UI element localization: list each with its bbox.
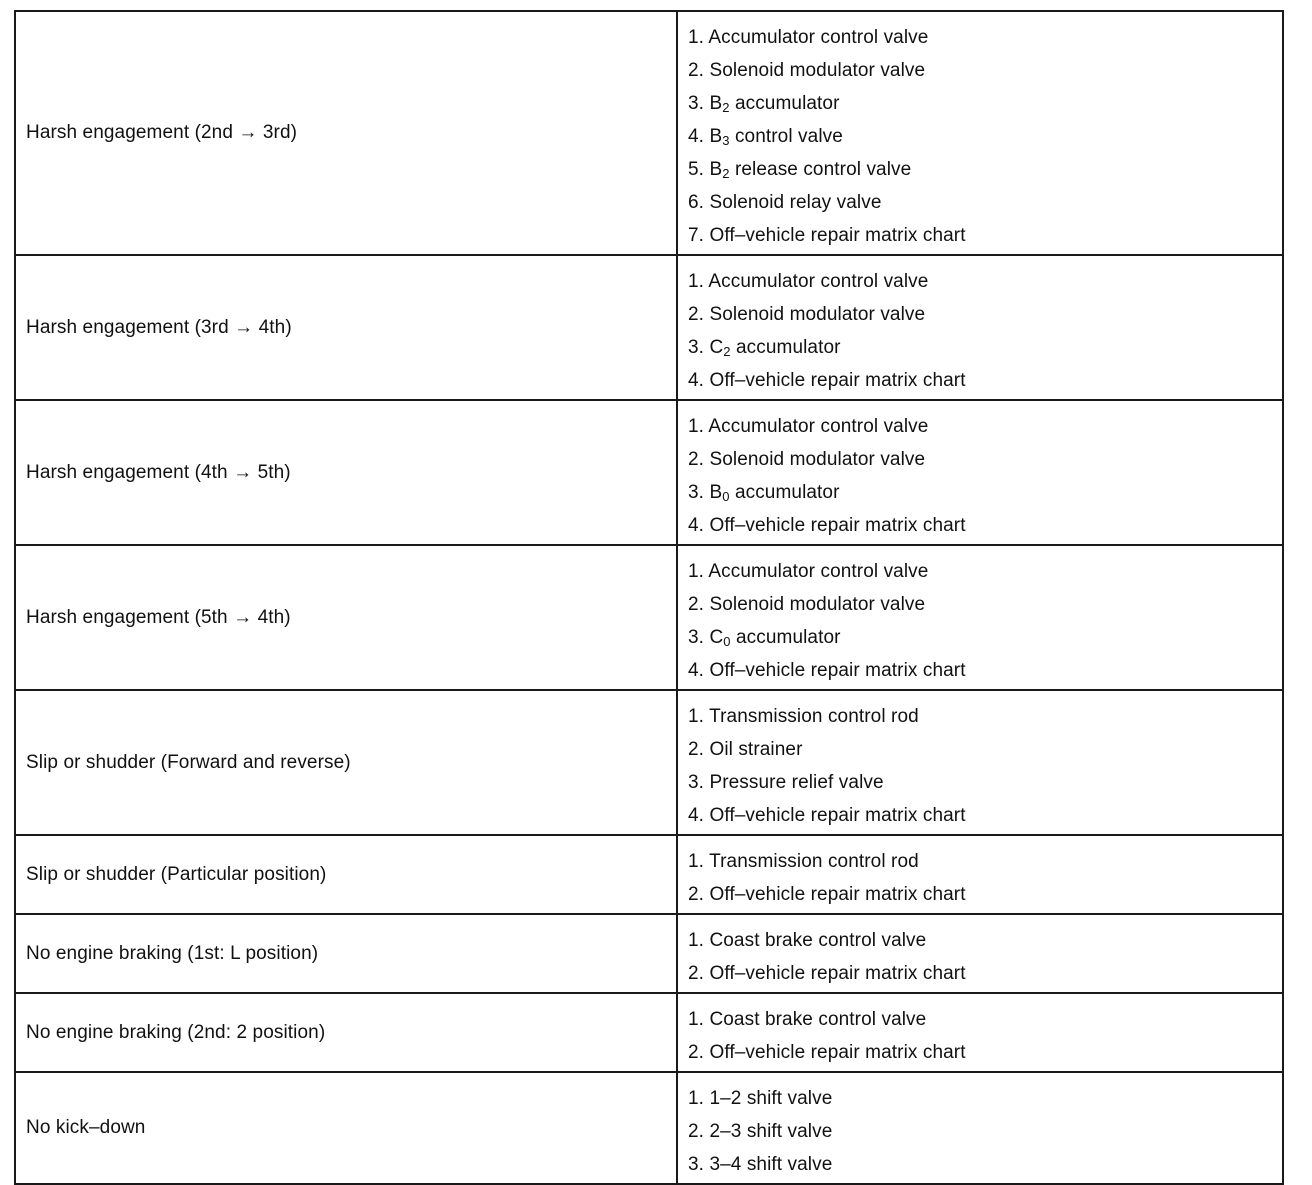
table-row (15, 914, 1283, 993)
cause-text-suffix: accumulator (730, 337, 841, 358)
cause-number: 1. (688, 27, 705, 48)
cause-text: Off–vehicle repair matrix chart (709, 370, 966, 391)
symptom-cell: Harsh engagement (4th → 5th) (15, 400, 677, 545)
cause-number: 4. (688, 370, 705, 391)
cause-item (688, 265, 1274, 298)
cause-number: 1. (688, 561, 705, 582)
cause-text: 3–4 shift valve (709, 1154, 833, 1175)
cause-item (688, 588, 1274, 621)
cause-number: 1. (688, 416, 705, 437)
cause-list (688, 845, 1274, 911)
cause-number: 3. (688, 772, 705, 793)
cause-item (688, 1148, 1274, 1181)
cause-text: 2–3 shift valve (709, 1121, 833, 1142)
table-row (15, 11, 1283, 255)
symptom-cell: Harsh engagement (2nd → 3rd) (15, 11, 677, 255)
causes-cell (677, 11, 1283, 255)
cause-text: Solenoid relay valve (709, 192, 882, 213)
table-body (15, 11, 1283, 1184)
cause-number: 2. (688, 1042, 705, 1063)
cause-number: 2. (688, 739, 705, 760)
cause-text-suffix: accumulator (729, 482, 840, 503)
cause-text: Off–vehicle repair matrix chart (709, 660, 966, 681)
cause-subscript: 2 (723, 344, 731, 359)
cause-text: Accumulator control valve (708, 561, 929, 582)
cause-item (688, 654, 1274, 687)
cause-subscript: 0 (723, 634, 731, 649)
cause-number: 2. (688, 1121, 705, 1142)
cause-number: 2. (688, 60, 705, 81)
cause-text: Off–vehicle repair matrix chart (709, 225, 966, 246)
cause-text: Off–vehicle repair matrix chart (709, 963, 966, 984)
symptom-cell: Slip or shudder (Particular position) (15, 835, 677, 914)
cause-item (688, 153, 1274, 186)
cause-item (688, 219, 1274, 252)
cause-text: 1–2 shift valve (709, 1088, 833, 1109)
cause-subscript: 0 (722, 489, 730, 504)
cause-number: 3. (688, 627, 705, 648)
cause-item (688, 186, 1274, 219)
cause-item (688, 700, 1274, 733)
cause-number: 1. (688, 706, 705, 727)
cause-text: Transmission control rod (709, 851, 919, 872)
cause-text: Pressure relief valve (709, 772, 884, 793)
cause-number: 3. (688, 482, 705, 503)
cause-item (688, 957, 1274, 990)
table-row (15, 1072, 1283, 1184)
cause-item (688, 364, 1274, 397)
cause-list (688, 1082, 1274, 1181)
troubleshooting-table (14, 10, 1284, 1185)
causes-cell (677, 545, 1283, 690)
cause-number: 1. (688, 930, 705, 951)
cause-item (688, 443, 1274, 476)
causes-cell (677, 914, 1283, 993)
cause-subscript: 3 (722, 133, 730, 148)
cause-item (688, 766, 1274, 799)
cause-text: Accumulator control valve (708, 416, 929, 437)
cause-number: 2. (688, 884, 705, 905)
cause-item (688, 87, 1274, 120)
cause-item (688, 799, 1274, 832)
cause-text: Off–vehicle repair matrix chart (709, 884, 966, 905)
cause-item (688, 476, 1274, 509)
cause-list (688, 1003, 1274, 1069)
cause-number: 3. (688, 93, 705, 114)
cause-list (688, 265, 1274, 397)
cause-text: Accumulator control valve (708, 27, 929, 48)
table-row (15, 690, 1283, 835)
cause-list (688, 410, 1274, 542)
cause-text: C (709, 627, 724, 648)
cause-item (688, 1082, 1274, 1115)
cause-text: B (709, 159, 723, 180)
table-row (15, 400, 1283, 545)
cause-text: Off–vehicle repair matrix chart (709, 1042, 966, 1063)
cause-list (688, 555, 1274, 687)
cause-text: Off–vehicle repair matrix chart (709, 805, 966, 826)
cause-number: 2. (688, 594, 705, 615)
cause-text: B (709, 482, 723, 503)
cause-item (688, 120, 1274, 153)
cause-number: 4. (688, 660, 705, 681)
cause-text: Accumulator control valve (708, 271, 929, 292)
cause-number: 4. (688, 805, 705, 826)
cause-item (688, 845, 1274, 878)
cause-number: 7. (688, 225, 705, 246)
cause-number: 1. (688, 1088, 705, 1109)
cause-text: Off–vehicle repair matrix chart (709, 515, 966, 536)
cause-text: Oil strainer (709, 739, 803, 760)
symptom-cell: Harsh engagement (5th → 4th) (15, 545, 677, 690)
cause-number: 1. (688, 851, 705, 872)
cause-number: 4. (688, 126, 705, 147)
cause-text-suffix: accumulator (729, 93, 840, 114)
cause-text-suffix: accumulator (730, 627, 841, 648)
causes-cell (677, 835, 1283, 914)
cause-text: B (709, 93, 723, 114)
cause-number: 5. (688, 159, 705, 180)
table-row (15, 545, 1283, 690)
cause-number: 1. (688, 1009, 705, 1030)
causes-cell (677, 1072, 1283, 1184)
cause-subscript: 2 (722, 100, 730, 115)
table-row (15, 993, 1283, 1072)
cause-item (688, 924, 1274, 957)
cause-item (688, 733, 1274, 766)
cause-number: 4. (688, 515, 705, 536)
cause-number: 2. (688, 963, 705, 984)
cause-number: 1. (688, 271, 705, 292)
cause-text: Transmission control rod (709, 706, 919, 727)
symptom-cell: Slip or shudder (Forward and reverse) (15, 690, 677, 835)
cause-text: Solenoid modulator valve (709, 304, 926, 325)
cause-item (688, 878, 1274, 911)
cause-item (688, 410, 1274, 443)
cause-number: 2. (688, 304, 705, 325)
causes-cell (677, 690, 1283, 835)
cause-item (688, 331, 1274, 364)
table-row (15, 255, 1283, 400)
cause-text: C (709, 337, 724, 358)
cause-item (688, 1115, 1274, 1148)
cause-item (688, 54, 1274, 87)
cause-number: 3. (688, 1154, 705, 1175)
cause-subscript: 2 (722, 166, 730, 181)
cause-number: 6. (688, 192, 705, 213)
cause-text: B (709, 126, 723, 147)
cause-item (688, 1003, 1274, 1036)
cause-list (688, 924, 1274, 990)
cause-number: 2. (688, 449, 705, 470)
cause-text-suffix: control valve (729, 126, 843, 147)
cause-text-suffix: release control valve (729, 159, 912, 180)
cause-text: Coast brake control valve (709, 1009, 927, 1030)
cause-number: 3. (688, 337, 705, 358)
cause-text: Coast brake control valve (709, 930, 927, 951)
cause-text: Solenoid modulator valve (709, 594, 926, 615)
causes-cell (677, 993, 1283, 1072)
cause-item (688, 21, 1274, 54)
cause-list (688, 21, 1274, 252)
symptom-cell: Harsh engagement (3rd → 4th) (15, 255, 677, 400)
cause-item (688, 298, 1274, 331)
symptom-cell: No engine braking (1st: L position) (15, 914, 677, 993)
cause-item (688, 555, 1274, 588)
symptom-cell: No engine braking (2nd: 2 position) (15, 993, 677, 1072)
cause-text: Solenoid modulator valve (709, 449, 926, 470)
symptom-cell: No kick–down (15, 1072, 677, 1184)
causes-cell (677, 255, 1283, 400)
cause-text: Solenoid modulator valve (709, 60, 926, 81)
cause-item (688, 509, 1274, 542)
cause-item (688, 1036, 1274, 1069)
cause-list (688, 700, 1274, 832)
cause-item (688, 621, 1274, 654)
causes-cell (677, 400, 1283, 545)
table-row (15, 835, 1283, 914)
